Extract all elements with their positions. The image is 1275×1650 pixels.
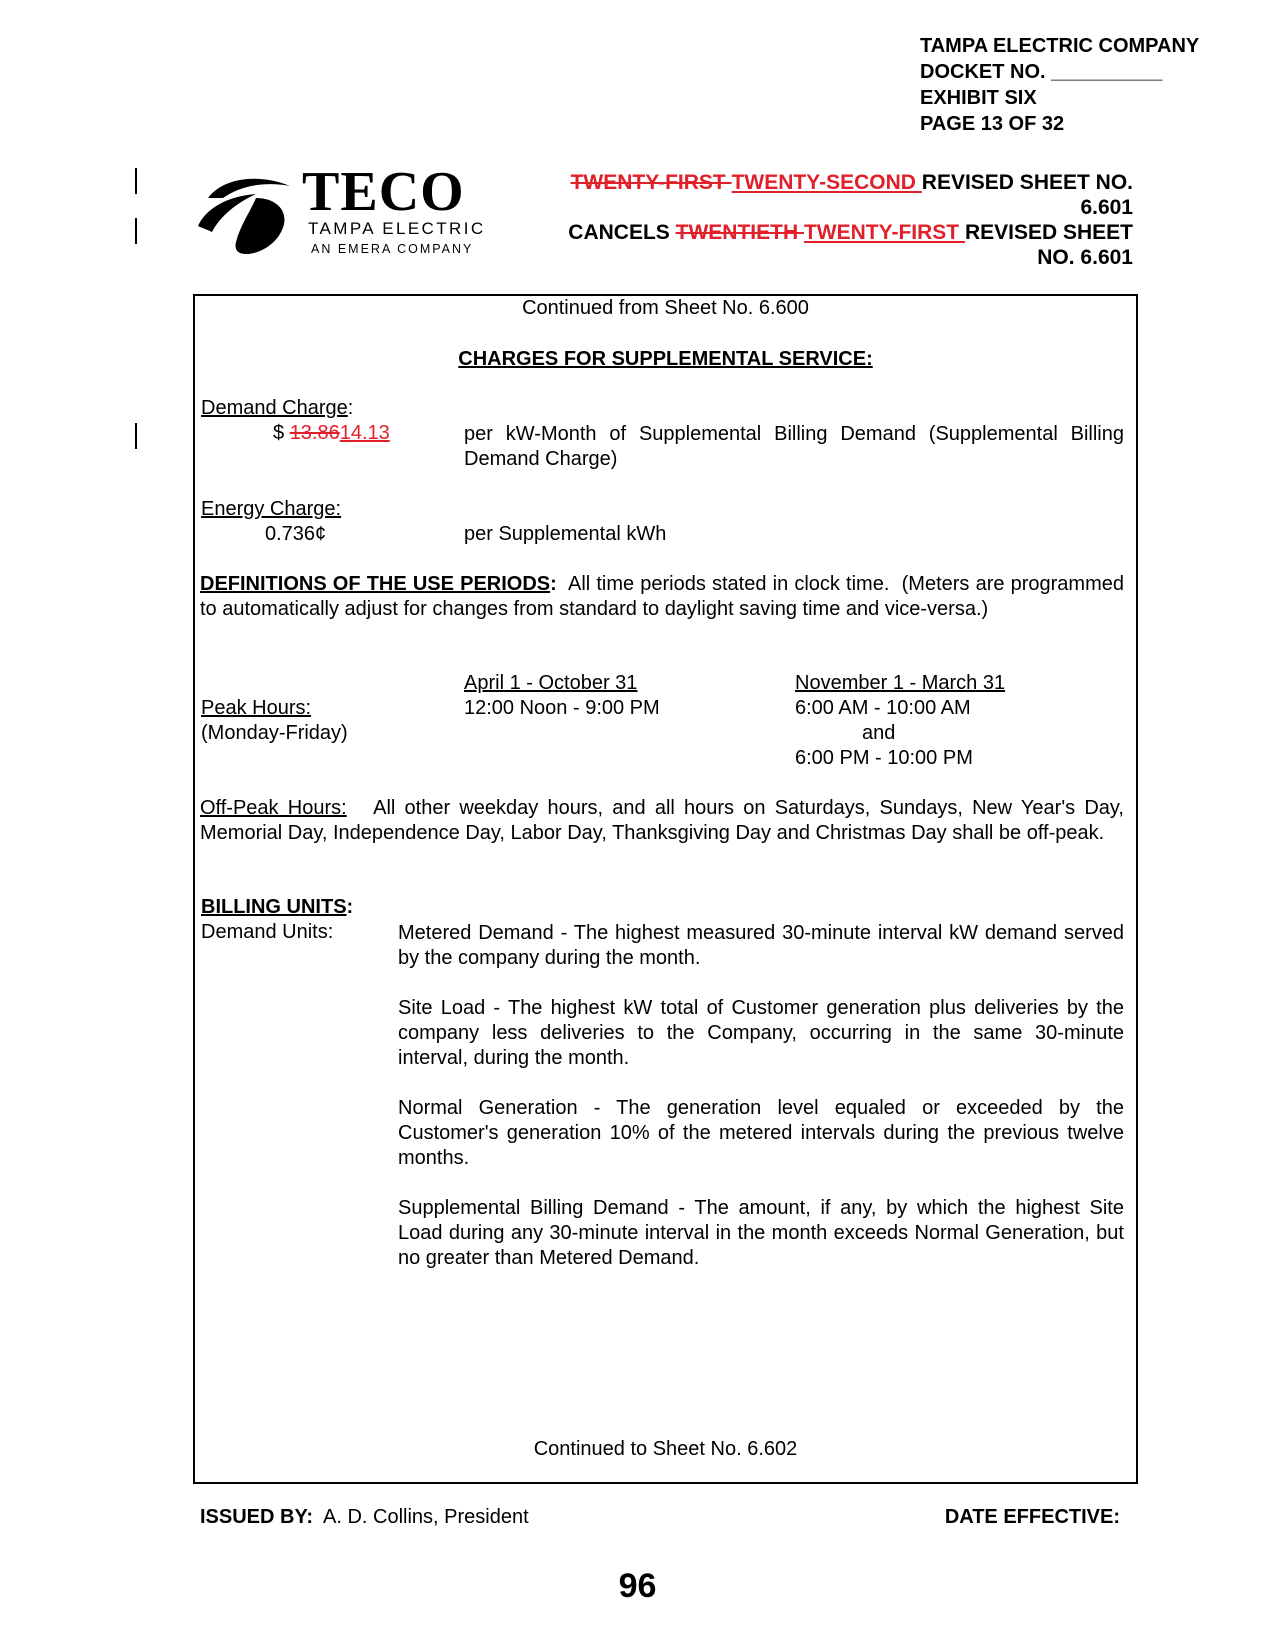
demand-units-label: Demand Units: <box>201 921 334 943</box>
billing-units-heading <box>201 896 353 919</box>
label-colon: : <box>347 397 354 419</box>
exhibit-label: EXHIBIT SIX <box>920 87 1037 109</box>
page-of-label: PAGE 13 OF 32 <box>920 113 1065 135</box>
demand-charge-value <box>273 422 390 445</box>
company-name: TAMPA ELECTRIC COMPANY <box>920 35 1200 57</box>
summer-peak-hours: 12:00 Noon - 9:00 PM <box>464 697 660 719</box>
off-peak-hours <box>200 796 1130 846</box>
billing-units-text: BILLING UNITS <box>201 896 347 918</box>
unit-definition: Normal Generation - The generation level equaled or exceeded by the Customer's generation 10% of the metered intervals during the previous twelve months. <box>398 1097 1124 1169</box>
winter-peak-and: and <box>862 722 896 744</box>
tariff-content-box <box>193 294 1138 1484</box>
unit-definition: Site Load - The highest kW total of Customer generation plus deliveries by the company less deliveries to the Company, occurring in the same 30-minute interval, during the month. <box>398 997 1124 1069</box>
inserted-rate: 14.13 <box>339 422 390 444</box>
sheet-title-line1 <box>535 170 1133 195</box>
peak-days: (Monday-Friday) <box>201 722 348 744</box>
unit-definition: Supplemental Billing Demand - The amount, if any, by which the highest Site Load during any 30-minute interval in the month exceeds Normal Generation, but no greater than Metered Demand. <box>398 1197 1124 1269</box>
docket-number: DOCKET NO. __________ <box>920 61 1163 83</box>
peak-hours-label: Peak Hours: <box>201 697 312 719</box>
continued-from: Continued from Sheet No. 6.600 <box>522 297 809 319</box>
document-footer <box>200 1506 1120 1529</box>
demand-charge-label <box>201 397 353 420</box>
winter-peak-hours-evening: 6:00 PM - 10:00 PM <box>795 747 973 769</box>
demand-charge-text: Demand Charge <box>201 397 348 419</box>
dollar-sign: $ <box>273 422 290 444</box>
continued-to: Continued to Sheet No. 6.602 <box>533 1438 798 1460</box>
cancels-label: CANCELS <box>568 221 676 244</box>
season-summer-header: April 1 - October 31 <box>464 672 638 694</box>
energy-charge-value: 0.736¢ <box>265 523 327 545</box>
section-heading: CHARGES FOR SUPPLEMENTAL SERVICE: <box>458 348 873 370</box>
label-colon: : <box>346 896 354 918</box>
sheet-title-text: REVISED SHEET <box>964 221 1133 244</box>
energy-charge-description: per Supplemental kWh <box>464 523 667 545</box>
issued-by-label: ISSUED BY: <box>200 1506 313 1528</box>
inserted-text: TWENTY-FIRST <box>803 221 965 244</box>
logo-wordmark: TECO <box>302 161 465 223</box>
page-number: 96 <box>618 1567 657 1605</box>
date-effective-label: DATE EFFECTIVE: <box>944 1506 1120 1528</box>
change-bar <box>135 168 137 194</box>
off-peak-text: All other weekday hours, and all hours on Saturdays, Sundays, New Year's Day, Memorial Day, Independence Day, Labor Day, Thanksgiving Day and Christmas Day shall be off-peak. <box>200 797 1130 844</box>
sheet-title-line2 <box>535 220 1133 245</box>
off-peak-label: Off-Peak Hours: <box>200 797 347 819</box>
label-colon: : <box>550 573 557 595</box>
change-bar <box>135 218 137 244</box>
sheet-number: 6.601 <box>1080 196 1133 219</box>
sheet-title-text: REVISED SHEET NO. <box>921 171 1133 194</box>
use-periods-heading: DEFINITIONS OF THE USE PERIODS <box>200 573 551 595</box>
logo-company-line: TAMPA ELECTRIC <box>308 219 486 238</box>
cancelled-sheet-number: NO. 6.601 <box>1037 246 1133 269</box>
document-header <box>920 33 1199 137</box>
logo-parent-line: AN EMERA COMPANY <box>311 242 474 256</box>
use-periods-definition <box>200 572 1130 622</box>
inserted-text: TWENTY-SECOND <box>731 171 922 194</box>
change-bar <box>135 423 137 449</box>
deleted-text: TWENTIETH <box>675 221 804 244</box>
teco-logo <box>198 161 518 258</box>
season-winter-header: November 1 - March 31 <box>795 672 1006 694</box>
teco-swoosh-icon <box>198 168 298 258</box>
deleted-rate: 13.86 <box>289 422 340 444</box>
sheet-title <box>535 170 1133 270</box>
demand-charge-description: per kW-Month of Supplemental Billing Demand (Supplemental Billing Demand Charge) <box>464 423 1124 470</box>
use-periods-text: All time periods stated in clock time. (Meters are programmed to automatically adjust for changes from standard to daylight saving time and vice-versa.) <box>200 573 1130 620</box>
unit-definition: Metered Demand - The highest measured 30-minute interval kW demand served by the company during the month. <box>398 922 1124 969</box>
energy-charge-label: Energy Charge: <box>201 498 342 520</box>
issued-by-name: A. D. Collins, President <box>312 1506 529 1528</box>
winter-peak-hours-morning: 6:00 AM - 10:00 AM <box>795 697 971 719</box>
deleted-text: TWENTY-FIRST <box>570 171 732 194</box>
